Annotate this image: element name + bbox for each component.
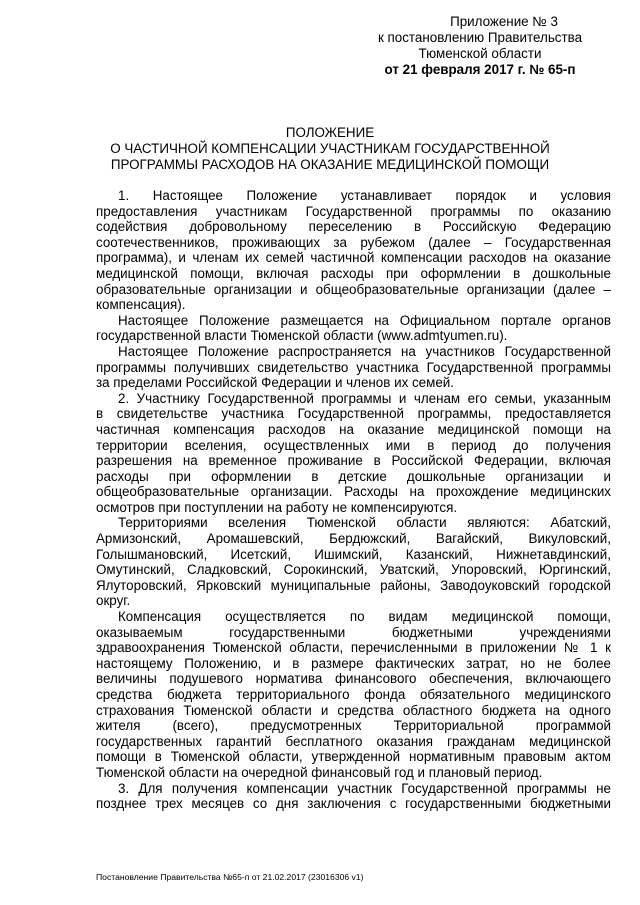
body-line: компенсация). bbox=[96, 297, 186, 313]
body-line: величины подушевого норматива финансового обеспечения, включающего bbox=[96, 671, 611, 687]
title-line: ПОЛОЖЕНИЕ bbox=[285, 125, 375, 140]
body-line: территории вселения, осуществленных ими в период до получения bbox=[96, 437, 611, 453]
title-line: О ЧАСТИЧНОЙ КОМПЕНСАЦИИ УЧАСТНИКАМ ГОСУДАРСТВЕННОЙ bbox=[110, 141, 550, 156]
body-line: в свидетельстве участника Государственной программы, предоставляется bbox=[96, 406, 611, 422]
body-line: программы получивших свидетельство участника Государственной программы bbox=[96, 359, 611, 375]
body-line: программа), и членам их семей частичной компенсации расходов на оказание bbox=[96, 250, 611, 266]
body-line: образовательные организации и общеобразовательные организации (далее – bbox=[96, 281, 611, 297]
body-line: помощи в Тюменской области, утвержденной нормативным правовым актом bbox=[96, 749, 611, 765]
document-footer: Постановление Правительства №65-п от 21.02.2017 (23016306 v1) bbox=[96, 872, 364, 882]
body-line: 1. Настоящее Положение устанавливает порядок и условия bbox=[118, 188, 611, 203]
body-line: Компенсация осуществляется по видам медицинской помощи, bbox=[118, 609, 611, 625]
body-line: Омутинский, Сладковский, Сорокинский, Уватский, Упоровский, Юргинский, bbox=[96, 562, 611, 578]
body-line: Ялуторовский, Ярковский муниципальные районы, Заводоуковский городской bbox=[96, 577, 611, 593]
body-line: округ. bbox=[96, 593, 131, 609]
appendix-region: Тюменской области bbox=[418, 46, 542, 61]
body-line: Тюменской области на очередной финансовый год и плановый период. bbox=[96, 764, 543, 780]
body-line: Голышмановский, Исетский, Ишимский, Казанский, Нижнетавдинский, bbox=[96, 546, 611, 562]
document-body bbox=[96, 188, 611, 812]
body-line: частичная компенсация расходов на оказание медицинской помощи на bbox=[96, 421, 611, 437]
body-line: жителя (всего), предусмотренных Территориальной программой bbox=[96, 718, 611, 734]
body-line: настоящему Положению, и в размере фактических затрат, но не более bbox=[96, 655, 611, 671]
appendix-date-number: от 21 февраля 2017 г. № 65-п bbox=[384, 62, 576, 77]
body-line: Настоящее Положение размещается на Официальном портале органов bbox=[118, 312, 611, 328]
body-line: 3. Для получения компенсации участник Государственной программы не bbox=[118, 780, 611, 796]
body-line: медицинской помощи, включая расходы при оформлении в дошкольные bbox=[96, 265, 611, 281]
body-line: Территориями вселения Тюменской области являются: Абатский, bbox=[118, 515, 611, 531]
title-line: ПРОГРАММЫ РАСХОДОВ НА ОКАЗАНИЕ МЕДИЦИНСКОЙ ПОМОЩИ bbox=[110, 157, 550, 172]
body-line: Армизонский, Аромашевский, Бердюжский, Вагайский, Викуловский, bbox=[96, 531, 611, 547]
body-line: государственной власти Тюменской области (www.admtyumen.ru). bbox=[96, 328, 508, 344]
body-line: разрешения на временное проживание в Российской Федерации, включая bbox=[96, 453, 611, 469]
appendix-resolution-ref: к постановлению Правительства bbox=[377, 30, 583, 45]
body-line: оказываемым государственными бюджетными учреждениями bbox=[96, 624, 611, 640]
body-line: средства бюджета территориального фонда обязательного медицинского bbox=[96, 687, 611, 702]
body-line: страхования Тюменской области и средства областного бюджета на одного bbox=[96, 702, 611, 718]
body-line: за пределами Российской Федерации и членов их семей. bbox=[96, 375, 454, 391]
appendix-number: Приложение № 3 bbox=[450, 14, 558, 29]
body-line: осмотров при поступлении на работу не компенсируются. bbox=[96, 499, 458, 515]
appendix-header bbox=[355, 14, 605, 78]
body-line: 2. Участнику Государственной программы и членам его семьи, указанным bbox=[118, 390, 611, 406]
body-line: общеобразовательные организации. Расходы на прохождение медицинских bbox=[96, 484, 611, 500]
body-line: содействия добровольному переселению в Российскую Федерацию bbox=[96, 219, 611, 235]
body-line: Настоящее Положение распространяется на участников Государственной bbox=[118, 343, 611, 359]
body-line: соотечественников, проживающих за рубежом (далее – Государственная bbox=[96, 234, 611, 250]
body-line: расходы при оформлении в детские дошкольные организации и bbox=[96, 468, 611, 484]
document-title bbox=[60, 125, 600, 173]
body-line: здравоохранения Тюменской области, перечисленными в приложении № 1 к bbox=[96, 640, 611, 656]
body-line: государственных гарантий бесплатного оказания гражданам медицинской bbox=[96, 733, 611, 749]
body-line: предоставления участникам Государственной программы по оказанию bbox=[96, 203, 611, 219]
body-line: позднее трех месяцев со дня заключения с государственными бюджетными bbox=[96, 796, 611, 812]
